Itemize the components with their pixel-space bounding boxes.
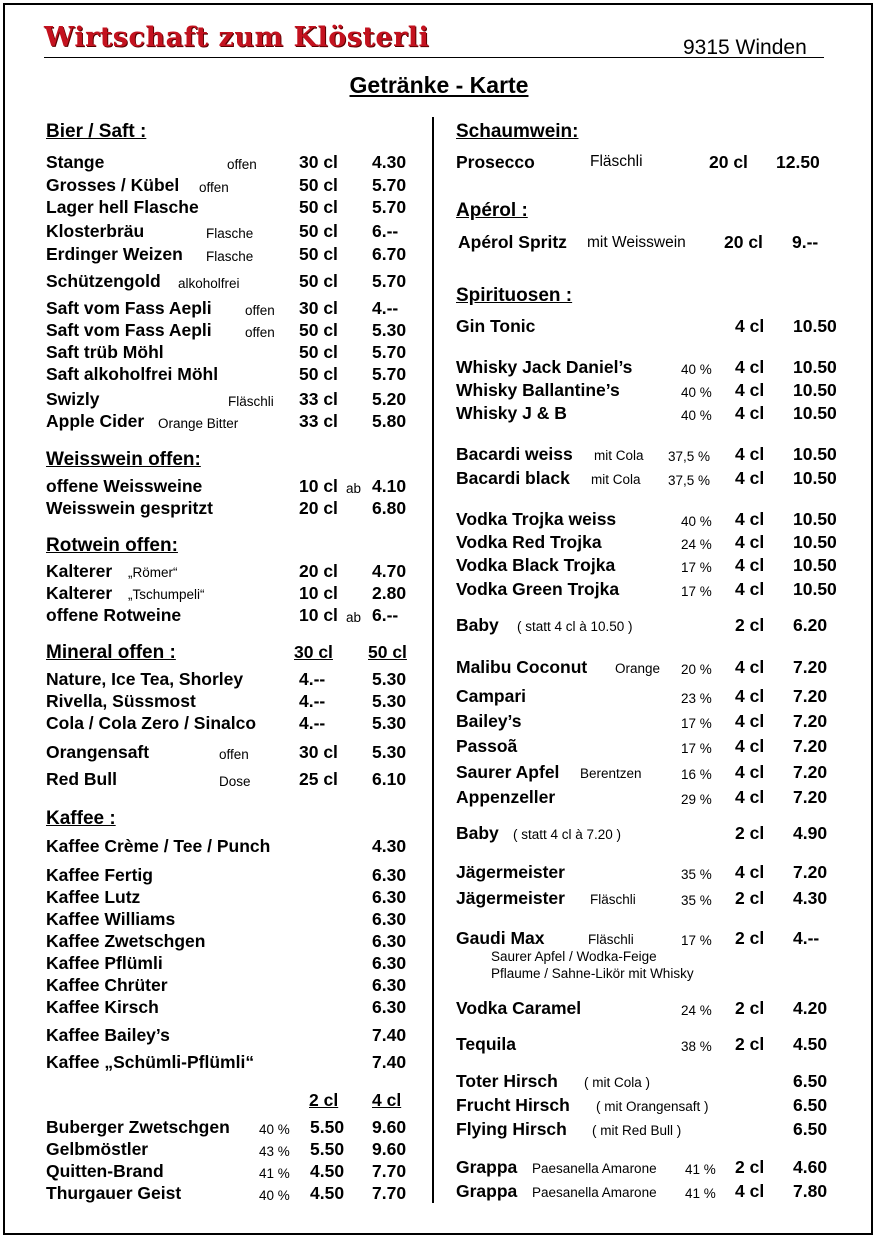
menu-item-name: Saurer Apfel [456, 762, 560, 782]
menu-item-size: 30 cl [299, 152, 338, 172]
menu-item-note: offen [199, 180, 229, 195]
menu-item-note: mit Weisswein [587, 234, 686, 251]
menu-item-note: mit Cola [591, 472, 641, 487]
column-header-50cl: 50 cl [368, 642, 407, 662]
menu-item-note: ( mit Orangensaft ) [596, 1099, 709, 1114]
menu-item-name: Malibu Coconut [456, 657, 588, 677]
menu-item-note: ( statt 4 cl à 7.20 ) [513, 827, 622, 842]
menu-item-percent: 40 % [681, 514, 712, 529]
menu-item-size: 4 cl [735, 509, 765, 529]
menu-item-name: Kaffee Kirsch [46, 997, 159, 1017]
menu-item-size: 4 cl [735, 468, 765, 488]
menu-item-note: Fläschli [590, 892, 636, 907]
menu-item-price: 4.30 [793, 888, 828, 908]
menu-item-name: Saft trüb Möhl [46, 342, 164, 362]
menu-item-price: 6.30 [372, 887, 407, 907]
menu-item-price: 6.80 [372, 498, 407, 518]
menu-item-size: 33 cl [299, 389, 338, 409]
menu-item-percent: 17 % [681, 584, 712, 599]
menu-item-price: 10.50 [793, 403, 837, 423]
menu-item-percent: 17 % [681, 741, 712, 756]
town-label: 9315 Winden [683, 36, 807, 59]
menu-item-name: Kaffee „Schümli-Pflümli“ [46, 1052, 255, 1072]
menu-item-price: 4.-- [299, 691, 326, 711]
menu-item-percent: 38 % [681, 1039, 712, 1054]
menu-item-price: 4.50 [793, 1034, 828, 1054]
menu-item-name: Saft alkoholfrei Möhl [46, 364, 219, 384]
menu-item-name: Red Bull [46, 769, 117, 789]
menu-item-name: Baby [456, 615, 499, 635]
menu-item-note: ab [346, 610, 362, 625]
menu-item-name: Grappa [456, 1157, 518, 1177]
menu-item-name: Frucht Hirsch [456, 1095, 570, 1115]
menu-item-price: 5.50 [310, 1117, 345, 1137]
menu-item-name: Weisswein gespritzt [46, 498, 213, 518]
menu-item-size: 10 cl [299, 605, 338, 625]
section-heading-mineral: Mineral offen : [46, 642, 176, 663]
menu-item-percent: 17 % [681, 560, 712, 575]
menu-item-price: 5.70 [372, 175, 407, 195]
menu-item-description: Pflaume / Sahne-Likör mit Whisky [491, 966, 694, 981]
menu-item-size: 2 cl [735, 1034, 765, 1054]
menu-item-size: 33 cl [299, 411, 338, 431]
menu-item-price: 7.70 [372, 1161, 407, 1181]
menu-item-name: Gelbmöstler [46, 1139, 149, 1159]
menu-item-name: Apérol Spritz [458, 232, 567, 252]
menu-item-size: 4 cl [735, 862, 765, 882]
menu-item-name: Whisky Jack Daniel’s [456, 357, 633, 377]
menu-item-percent: 37,5 % [668, 449, 711, 464]
menu-item-name: Saft vom Fass Aepli [46, 320, 212, 340]
menu-item-name: Vodka Black Trojka [456, 555, 616, 575]
menu-item-percent: 43 % [259, 1144, 290, 1159]
menu-item-price: 10.50 [793, 316, 837, 336]
menu-item-description: Saurer Apfel / Wodka-Feige [491, 949, 657, 964]
menu-item-price: 7.40 [372, 1052, 407, 1072]
section-heading-weisswein: Weisswein offen: [46, 449, 201, 470]
menu-item-size: 4 cl [735, 316, 765, 336]
menu-item-size: 4 cl [735, 762, 765, 782]
menu-item-price: 4.-- [372, 298, 399, 318]
menu-item-price: 7.20 [793, 762, 828, 782]
menu-item-name: Whisky J & B [456, 403, 567, 423]
menu-item-name: Vodka Trojka weiss [456, 509, 617, 529]
menu-item-size: 20 cl [299, 561, 338, 581]
section-heading-kaffee: Kaffee : [46, 808, 116, 829]
menu-item-size: 2 cl [735, 823, 765, 843]
menu-item-price: 10.50 [793, 509, 837, 529]
menu-item-name: Buberger Zwetschgen [46, 1117, 230, 1137]
menu-item-name: Jägermeister [456, 888, 565, 908]
menu-item-note: Paesanella Amarone [532, 1161, 657, 1176]
menu-item-name: Kaffee Pflümli [46, 953, 163, 973]
menu-item-size: 30 cl [299, 298, 338, 318]
menu-item-size: 2 cl [735, 615, 765, 635]
menu-item-price: 10.50 [793, 468, 837, 488]
menu-item-price: 7.20 [793, 736, 828, 756]
menu-item-percent: 41 % [685, 1186, 716, 1201]
menu-item-price: 7.80 [793, 1181, 828, 1201]
menu-item-price: 2.80 [372, 583, 407, 603]
menu-item-price: 10.50 [793, 532, 837, 552]
menu-item-percent: 17 % [681, 716, 712, 731]
menu-item-name: Tequila [456, 1034, 516, 1054]
menu-item-size: 50 cl [299, 197, 338, 217]
menu-item-note: Orange Bitter [158, 416, 239, 431]
menu-item-price: 4.-- [793, 928, 820, 948]
menu-item-name: Apple Cider [46, 411, 145, 431]
menu-item-percent: 40 % [259, 1188, 290, 1203]
menu-item-percent: 40 % [681, 362, 712, 377]
menu-item-size: 2 cl [735, 1157, 765, 1177]
menu-item-name: Vodka Red Trojka [456, 532, 602, 552]
menu-item-size: 4 cl [735, 657, 765, 677]
menu-item-price: 5.30 [372, 742, 407, 762]
menu-item-name: Vodka Green Trojka [456, 579, 620, 599]
menu-item-name: Bacardi black [456, 468, 570, 488]
menu-item-percent: 23 % [681, 691, 712, 706]
menu-item-price: 10.50 [793, 444, 837, 464]
menu-item-price: 10.50 [793, 380, 837, 400]
menu-item-name: Orangensaft [46, 742, 150, 762]
menu-item-name: Jägermeister [456, 862, 565, 882]
menu-item-price: 4.50 [310, 1161, 345, 1181]
menu-item-size: 4 cl [735, 1181, 765, 1201]
menu-item-price: 7.20 [793, 711, 828, 731]
menu-item-name: offene Rotweine [46, 605, 182, 625]
menu-item-size: 4 cl [735, 532, 765, 552]
menu-item-price: 5.70 [372, 342, 407, 362]
menu-item-price: 4.30 [372, 152, 407, 172]
section-heading-spirituosen: Spirituosen : [456, 285, 573, 306]
menu-item-price: 5.70 [372, 364, 407, 384]
section-heading-aperol: Apérol : [456, 200, 528, 221]
column-header-2cl: 2 cl [309, 1090, 339, 1110]
menu-item-size: 4 cl [735, 357, 765, 377]
menu-item-price: 6.30 [372, 931, 407, 951]
menu-item-note: ab [346, 481, 362, 496]
menu-item-size: 50 cl [299, 221, 338, 241]
menu-item-name: Kaffee Crème / Tee / Punch [46, 836, 271, 856]
menu-item-size: 2 cl [735, 928, 765, 948]
menu-item-price: 5.70 [372, 271, 407, 291]
menu-item-name: Quitten-Brand [46, 1161, 164, 1181]
menu-item-name: Toter Hirsch [456, 1071, 558, 1091]
menu-item-percent: 35 % [681, 867, 712, 882]
menu-item-percent: 35 % [681, 893, 712, 908]
menu-item-price: 6.30 [372, 975, 407, 995]
menu-item-price: 5.30 [372, 320, 407, 340]
menu-item-note: Flasche [206, 249, 254, 264]
menu-item-note: mit Cola [594, 448, 644, 463]
menu-item-name: Saft vom Fass Aepli [46, 298, 212, 318]
menu-item-note: „Römer“ [128, 565, 178, 580]
menu-item-percent: 40 % [681, 408, 712, 423]
menu-item-price: 6.10 [372, 769, 407, 789]
menu-item-price: 5.20 [372, 389, 407, 409]
menu-item-percent: 24 % [681, 537, 712, 552]
menu-item-price: 5.70 [372, 197, 407, 217]
menu-item-name: Flying Hirsch [456, 1119, 567, 1139]
menu-item-name: Kalterer [46, 583, 113, 603]
menu-item-price: 9.60 [372, 1117, 407, 1137]
section-heading-schaumwein: Schaumwein: [456, 121, 579, 142]
menu-item-note: Orange [615, 661, 661, 676]
menu-item-name: Passoã [456, 736, 518, 756]
menu-item-price: 4.10 [372, 476, 407, 496]
menu-item-name: Kaffee Fertig [46, 865, 153, 885]
menu-item-size: 2 cl [735, 888, 765, 908]
menu-item-size: 4 cl [735, 380, 765, 400]
menu-item-price: 6.50 [793, 1071, 828, 1091]
menu-item-note: ( mit Red Bull ) [592, 1123, 682, 1138]
menu-item-note: alkoholfrei [178, 276, 240, 291]
menu-item-name: Stange [46, 152, 105, 172]
menu-item-note: offen [227, 157, 257, 172]
menu-item-price: 6.-- [372, 605, 399, 625]
menu-item-size: 50 cl [299, 364, 338, 384]
menu-item-price: 6.30 [372, 865, 407, 885]
menu-item-size: 20 cl [709, 152, 748, 172]
menu-item-name: Rivella, Süssmost [46, 691, 196, 711]
menu-item-note: Berentzen [580, 766, 642, 781]
menu-item-size: 20 cl [724, 232, 763, 252]
menu-item-note: ( statt 4 cl à 10.50 ) [517, 619, 633, 634]
menu-item-percent: 40 % [259, 1122, 290, 1137]
menu-item-name: Kaffee Chrüter [46, 975, 168, 995]
page-title: Getränke - Karte [349, 72, 529, 98]
menu-item-note: offen [245, 325, 275, 340]
menu-item-size: 4 cl [735, 579, 765, 599]
menu-item-name: Cola / Cola Zero / Sinalco [46, 713, 257, 733]
menu-item-size: 4 cl [735, 736, 765, 756]
menu-item-note: Flasche [206, 226, 254, 241]
menu-item-price: 9.-- [792, 232, 819, 252]
menu-item-name: Erdinger Weizen [46, 244, 183, 264]
menu-item-percent: 24 % [681, 1003, 712, 1018]
menu-item-price: 10.50 [793, 555, 837, 575]
menu-item-size: 50 cl [299, 244, 338, 264]
menu-item-size: 4 cl [735, 555, 765, 575]
menu-item-note: „Tschumpeli“ [128, 587, 205, 602]
menu-item-size: 4 cl [735, 444, 765, 464]
menu-item-price: 25 cl [299, 769, 338, 789]
menu-item-price: 4.60 [793, 1157, 828, 1177]
menu-item-price: 6.50 [793, 1095, 828, 1115]
menu-item-note: Fläschli [228, 394, 274, 409]
menu-item-name: Schützengold [46, 271, 161, 291]
menu-item-name: Lager hell Flasche [46, 197, 199, 217]
column-header-30cl: 30 cl [294, 642, 333, 662]
menu-item-name: Kaffee Bailey’s [46, 1025, 170, 1045]
menu-item-price: 4.-- [299, 669, 326, 689]
menu-item-price: 7.70 [372, 1183, 407, 1203]
menu-item-percent: 17 % [681, 933, 712, 948]
menu-item-price: 4.30 [372, 836, 407, 856]
menu-item-name: Klosterbräu [46, 221, 145, 241]
menu-item-name: Grosses / Kübel [46, 175, 180, 195]
menu-item-size: 4 cl [735, 686, 765, 706]
menu-item-name: Bacardi weiss [456, 444, 573, 464]
menu-item-size: 20 cl [299, 498, 338, 518]
brand-logo: Wirtschaft zum Klösterli [44, 22, 430, 53]
menu-item-price: 4.70 [372, 561, 407, 581]
menu-item-price: 4.90 [793, 823, 828, 843]
menu-item-price: 7.40 [372, 1025, 407, 1045]
menu-item-percent: 29 % [681, 792, 712, 807]
menu-item-name: Kaffee Williams [46, 909, 176, 929]
menu-item-price: 6.30 [372, 997, 407, 1017]
menu-item-price: 7.20 [793, 862, 828, 882]
menu-item-price: 4.20 [793, 998, 828, 1018]
menu-item-name: Grappa [456, 1181, 518, 1201]
menu-item-size: 4 cl [735, 711, 765, 731]
menu-item-size: 50 cl [299, 342, 338, 362]
menu-item-name: Bailey’s [456, 711, 522, 731]
menu-item-name: Vodka Caramel [456, 998, 582, 1018]
menu-item-price: 10.50 [793, 357, 837, 377]
menu-item-size: 4 cl [735, 403, 765, 423]
menu-item-price: 12.50 [776, 152, 820, 172]
menu-item-price: 5.30 [372, 691, 407, 711]
menu-item-price: 6.30 [372, 909, 407, 929]
menu-item-name: Whisky Ballantine’s [456, 380, 620, 400]
menu-item-percent: 41 % [259, 1166, 290, 1181]
menu-item-name: Kaffee Zwetschgen [46, 931, 206, 951]
menu-item-price: 30 cl [299, 742, 338, 762]
menu-item-name: Kalterer [46, 561, 113, 581]
column-divider [432, 117, 434, 1203]
menu-item-size: 50 cl [299, 271, 338, 291]
menu-item-size: 10 cl [299, 476, 338, 496]
menu-item-note: Fläschli [588, 932, 634, 947]
menu-item-note: Fläschli [590, 153, 643, 170]
menu-item-note: Paesanella Amarone [532, 1185, 657, 1200]
section-heading-bier: Bier / Saft : [46, 121, 147, 142]
menu-item-price: 6.70 [372, 244, 407, 264]
menu-item-price: 9.60 [372, 1139, 407, 1159]
menu-item-note: ( mit Cola ) [584, 1075, 651, 1090]
menu-item-percent: 37,5 % [668, 473, 711, 488]
menu-item-name: Gaudi Max [456, 928, 545, 948]
column-header-4cl: 4 cl [372, 1090, 402, 1110]
menu-item-name: Kaffee Lutz [46, 887, 141, 907]
menu-item-percent: 20 % [681, 662, 712, 677]
menu-item-size: 2 cl [735, 998, 765, 1018]
menu-item-price: 10.50 [793, 579, 837, 599]
menu-item-price: 7.20 [793, 787, 828, 807]
menu-item-name: Thurgauer Geist [46, 1183, 182, 1203]
menu-item-price: 5.30 [372, 713, 407, 733]
menu-item-percent: 41 % [685, 1162, 716, 1177]
menu-item-price: 5.30 [372, 669, 407, 689]
menu-item-price: 7.20 [793, 657, 828, 677]
menu-item-price: 6.-- [372, 221, 399, 241]
menu-item-percent: 40 % [681, 385, 712, 400]
menu-item-price: 6.30 [372, 953, 407, 973]
menu-item-name: Baby [456, 823, 499, 843]
menu-item-name: Swizly [46, 389, 100, 409]
menu-item-name: Gin Tonic [456, 316, 536, 336]
menu-item-name: Nature, Ice Tea, Shorley [46, 669, 244, 689]
menu-item-name: Prosecco [456, 152, 535, 172]
menu-item-name: Campari [456, 686, 527, 706]
menu-item-name: offene Weissweine [46, 476, 203, 496]
menu-item-price: 4.-- [299, 713, 326, 733]
menu-item-size: 50 cl [299, 320, 338, 340]
menu-item-price: 6.50 [793, 1119, 828, 1139]
menu-item-note: Dose [219, 774, 251, 789]
menu-item-size: 10 cl [299, 583, 338, 603]
menu-item-price: 7.20 [793, 686, 828, 706]
menu-item-name: Appenzeller [456, 787, 556, 807]
menu-item-note: offen [219, 747, 249, 762]
menu-item-price: 4.50 [310, 1183, 345, 1203]
menu-item-percent: 16 % [681, 767, 712, 782]
menu-item-size: 50 cl [299, 175, 338, 195]
menu-item-note: offen [245, 303, 275, 318]
menu-item-price: 6.20 [793, 615, 828, 635]
menu-item-size: 4 cl [735, 787, 765, 807]
section-heading-rotwein: Rotwein offen: [46, 535, 178, 556]
header-divider [44, 57, 824, 58]
menu-item-price: 5.50 [310, 1139, 345, 1159]
menu-item-price: 5.80 [372, 411, 407, 431]
